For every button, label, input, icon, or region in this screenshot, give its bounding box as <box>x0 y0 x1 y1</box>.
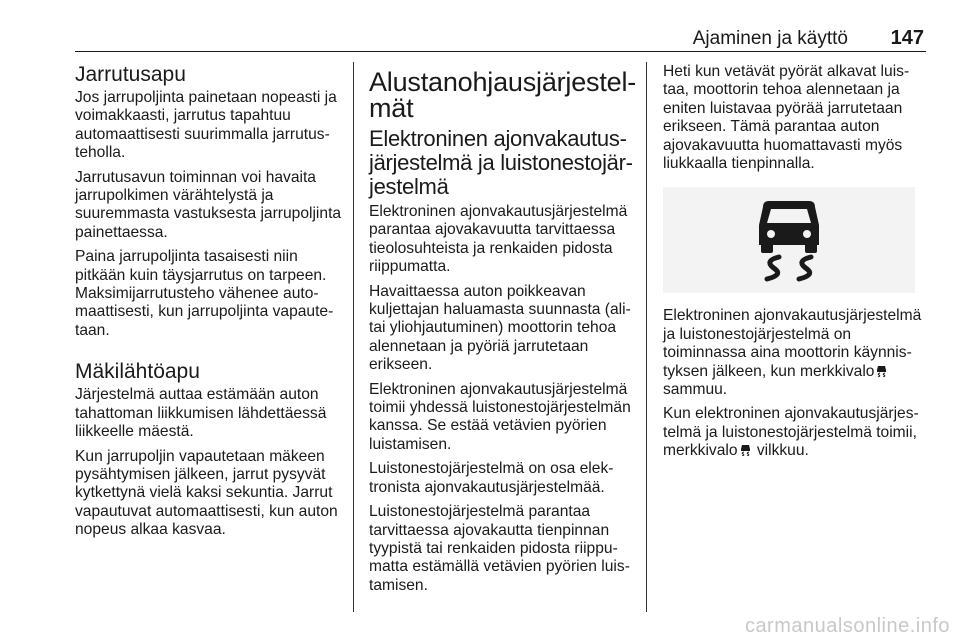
page-number: 147 <box>890 27 924 49</box>
column-1 <box>75 63 343 546</box>
paragraph: Havaittaessa auton poikkeavan kuljettajan haluamasta suunnasta (ali- tai yliohjautuminen) moottorin tehoa alennetaan ja pyöriä jarrutetaan erikseen. <box>369 282 631 374</box>
skidding-car-icon <box>740 444 751 456</box>
paragraph: Kun elektroninen ajonvakautusjärjestelmä ja luistonestojärjestelmä toimii, merkkivalo vilkkuu. <box>663 405 919 460</box>
page-header <box>75 24 926 52</box>
column-3 <box>663 63 925 467</box>
paragraph: Paina jarrupoljinta tasaisesti niin pitkään kuin täysjarrutus on tarpeen. Maksimijarrutusteho vähenee automaattisesti, kun jarrupoljinta vapautetaan. <box>75 248 334 339</box>
paragraph: Luistonestojärjestelmä parantaa tarvittaessa ajovakautta tienpinnan tyypistä tai renkaiden pidosta riippumatta estämällä vetävien pyörien luistamisen. <box>369 503 630 594</box>
paragraph: Elektroninen ajonvakautusjärjestelmä parantaa ajovakavuutta tarvittaessa tieolosuhteista ja renkaiden pidosta riippumatta. <box>369 203 628 276</box>
paragraph: Heti kun vetävät pyörät alkavat luistaa, moottorin tehoa alennetaan ja eniten luistavaa pyörää jarrutetaan erikseen. Tämä parantaa auton ajovakavuutta huomattavasti myös liukkaalla tienpinnalla. <box>663 63 910 173</box>
skidding-car-icon <box>749 197 829 283</box>
paragraph: Kun jarrupoljin vapautetaan mäkeen pysähtymisen jälkeen, jarrut pysyvät kytkettynä vielä kaksi sekuntia. Jarrut vapautuvat automaattisesti, kun auton nopeus alkaa kasvaa. <box>75 447 338 539</box>
paragraph: Järjestelmä auttaa estämään auton tahattoman liikkumisen lähdettäessä liikkeelle mäestä. <box>75 386 327 441</box>
watermark: carmanualsonline.info <box>744 615 950 637</box>
header-title: Ajaminen ja käyttö <box>692 28 848 49</box>
section-heading-jarrutusapu: Jarrutusapu <box>75 63 186 86</box>
column-divider-right <box>646 62 647 612</box>
section-heading-makilahtoapu: Mäkilähtöapu <box>75 360 200 384</box>
paragraph: Elektroninen ajonvakautusjärjestelmä toimii yhdessä luistonestojärjestelmän kanssa. Se estää vetävien pyörien luistamisen. <box>369 380 631 453</box>
paragraph: Luistonestojärjestelmä on osa elektronista ajonvakautusjärjestelmää. <box>369 460 614 496</box>
paragraph: Elektroninen ajonvakautusjärjestelmä ja luistonestojärjestelmä on toiminnassa aina moottorin käynnistyksen jälkeen, kun merkkivalo sammuu. <box>663 307 922 399</box>
header-rule <box>75 51 926 52</box>
skidding-car-icon <box>876 365 887 377</box>
column-divider-left <box>353 62 354 612</box>
chapter-heading: Alustanohjausjärjestelmät <box>369 67 637 123</box>
paragraph: Jos jarrupoljinta painetaan nopeasti ja voimakkaasti, jarrutus tapahtuu automaattisesti suurimmalla jarrutusteholla. <box>75 89 337 162</box>
warning-light-figure <box>663 187 915 293</box>
subsection-heading: Elektroninen ajonvakautusjärjestelmä ja luistonestojärjestelmä <box>369 126 633 199</box>
paragraph: Jarrutusavun toiminnan voi havaita jarrupolkimen värähtelystä ja suuremmasta vastuksesta jarrupoljinta painettaessa. <box>75 168 342 241</box>
column-2 <box>369 69 637 601</box>
